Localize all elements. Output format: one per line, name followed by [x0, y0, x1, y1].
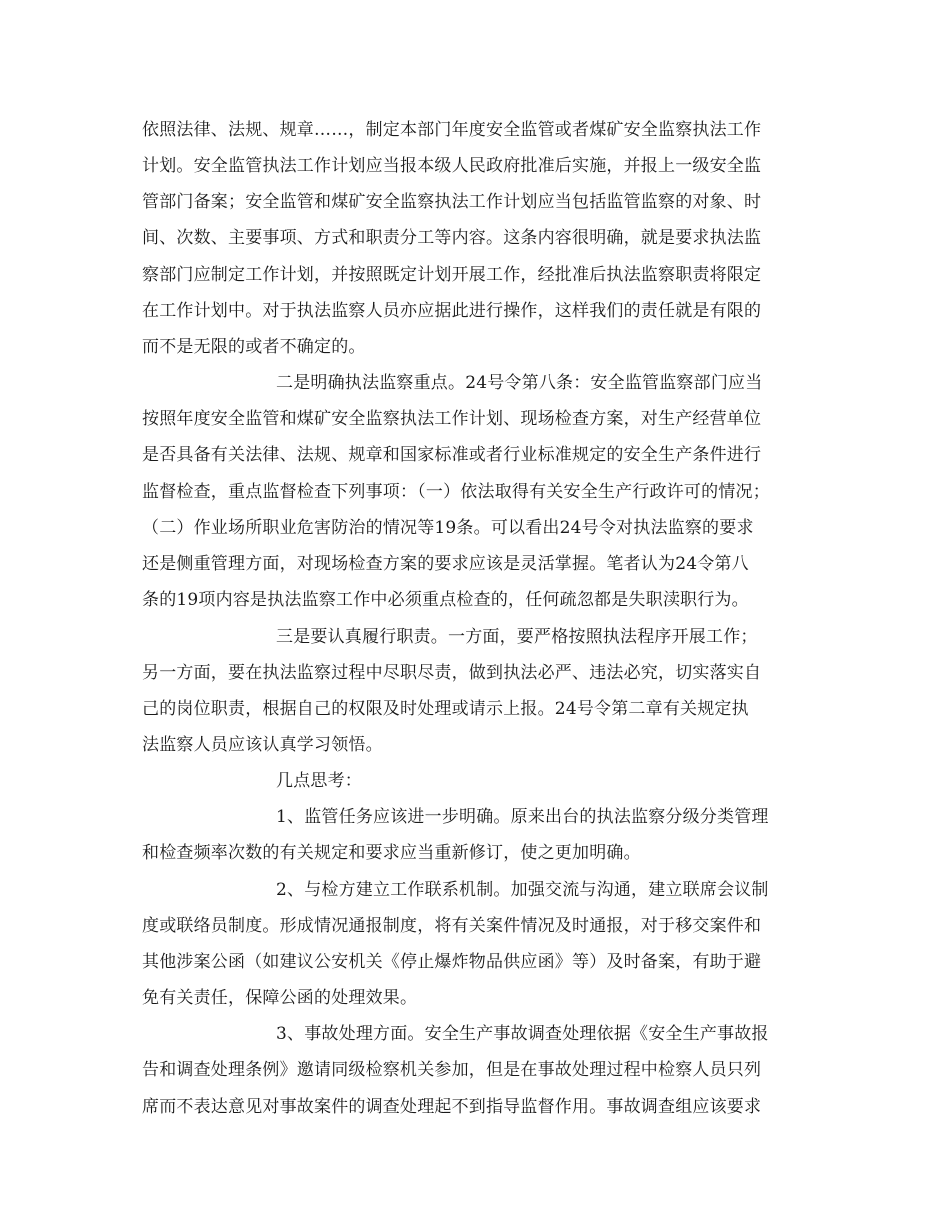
text-line: 三是要认真履行职责。一方面，要严格按照执法程序开展工作； [276, 627, 758, 647]
text-line: 还是侧重管理方面，对现场检查方案的要求应该是灵活掌握。笔者认为24令第八 [142, 554, 749, 574]
text-line: 法监察人员应该认真学习领悟。 [142, 735, 383, 755]
text-line: 和检查频率次数的有关规定和要求应当重新修订，使之更加明确。 [142, 843, 641, 863]
text-line: 在工作计划中。对于执法监察人员亦应据此进行操作，这样我们的责任就是有限的 [142, 301, 762, 321]
text-line: 监督检查，重点监督检查下列事项：（一）依法取得有关安全生产行政许可的情况； [142, 482, 770, 502]
text-line: 计划。安全监管执法工作计划应当报本级人民政府批准后实施，并报上一级安全监 [142, 156, 762, 176]
text-line: 度或联络员制度。形成情况通报制度，将有关案件情况及时通报，对于移交案件和 [142, 916, 762, 936]
text-line: 2、与检方建立工作联系机制。加强交流与沟通，建立联席会议制 [276, 880, 769, 900]
text-line: 条的19项内容是执法监察工作中必须重点检查的，任何疏忽都是失职渎职行为。 [142, 590, 749, 610]
text-line: 另一方面，要在执法监察过程中尽职尽责，做到执法必严、违法必究，切实落实自 [142, 663, 762, 683]
text-line: 按照年度安全监管和煤矿安全监察执法工作计划、现场检查方案，对生产经营单位 [142, 409, 762, 429]
text-line: 席而不表达意见对事故案件的调查处理起不到指导监督作用。事故调查组应该要求 [142, 1097, 762, 1117]
text-line: 3、事故处理方面。安全生产事故调查处理依据《安全生产事故报 [276, 1024, 769, 1044]
text-line: 而不是无限的或者不确定的。 [142, 337, 366, 357]
text-line: 告和调查处理条例》邀请同级检察机关参加，但是在事故处理过程中检察人员只列 [142, 1060, 762, 1080]
text-line: （二）作业场所职业危害防治的情况等19条。可以看出24号令对执法监察的要求 [142, 518, 754, 538]
text-line: 是否具备有关法律、法规、规章和国家标准或者行业标准规定的安全生产条件进行 [142, 445, 762, 465]
text-line: 二是明确执法监察重点。24号令第八条：安全监管监察部门应当 [276, 373, 763, 393]
text-line: 间、次数、主要事项、方式和职责分工等内容。这条内容很明确，就是要求执法监 [142, 228, 762, 248]
text-line: 管部门备案；安全监管和煤矿安全监察执法工作计划应当包括监管监察的对象、时 [142, 192, 762, 212]
text-line: 1、监管任务应该进一步明确。原来出台的执法监察分级分类管理 [276, 807, 769, 827]
text-line: 免有关责任，保障公函的处理效果。 [142, 988, 418, 1008]
text-line: 几点思考： [276, 771, 362, 791]
text-line: 其他涉案公函（如建议公安机关《停止爆炸物品供应函》等）及时备案，有助于避 [142, 952, 762, 972]
text-line: 察部门应制定工作计划，并按照既定计划开展工作，经批准后执法监察职责将限定 [142, 265, 762, 285]
text-line: 己的岗位职责，根据自己的权限及时处理或请示上报。24号令第二章有关规定执 [142, 699, 749, 719]
text-line: 依照法律、法规、规章……，制定本部门年度安全监管或者煤矿安全监察执法工作 [142, 120, 762, 140]
